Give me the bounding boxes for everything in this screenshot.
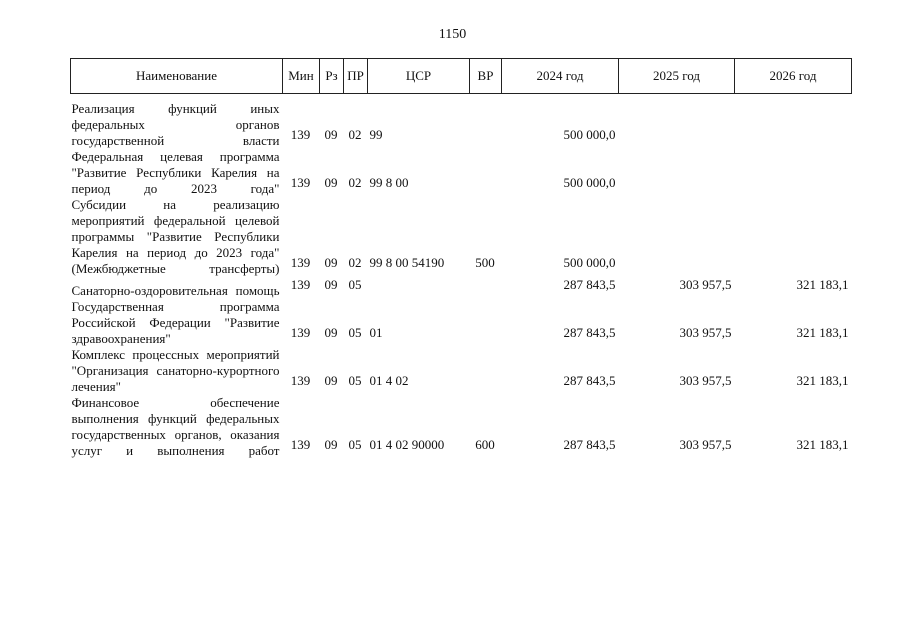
header-name: Наименование xyxy=(71,59,283,94)
cell-min: 139 xyxy=(290,437,311,452)
row-label: Реализация функций иных федеральных органов государственной власти xyxy=(71,101,280,148)
row-label: Комплекс процессных мероприятий "Организация санаторно-курортного лечения" xyxy=(71,347,280,394)
header-pr: ПР xyxy=(344,59,368,94)
row-label: Федеральная целевая программа "Развитие Республики Карелия на период до 2023 года" xyxy=(71,149,280,196)
cell-2025 xyxy=(619,94,735,150)
cell-csr: 01 4 02 90000 xyxy=(369,437,445,452)
cell-min: 139 xyxy=(290,127,311,142)
cell-2025: 303 957,5 xyxy=(679,437,732,452)
table-row xyxy=(71,277,852,299)
cell-pr: 02 xyxy=(348,127,362,142)
cell-2026: 321 183,1 xyxy=(796,277,849,292)
cell-2026: 321 183,1 xyxy=(796,373,849,388)
cell-vr xyxy=(470,347,502,395)
cell-rz: 09 xyxy=(324,127,338,142)
cell-name xyxy=(71,197,283,277)
header-2026: 2026 год xyxy=(735,59,852,94)
cell-2026 xyxy=(735,197,852,277)
cell-csr: 01 xyxy=(369,325,383,340)
cell-vr xyxy=(470,94,502,150)
cell-vr xyxy=(470,277,502,299)
table-body xyxy=(71,94,852,460)
cell-vr: 600 xyxy=(475,437,495,452)
row-label: Государственная программа Российской Федерации "Развитие здравоохранения" xyxy=(71,299,280,346)
cell-2024: 287 843,5 xyxy=(563,325,616,340)
cell-name xyxy=(71,299,283,347)
row-label: Субсидии на реализацию мероприятий федеральной целевой программы "Развитие Республики Карелия на период до 2023 года" (Межбюджетные трансферты) xyxy=(71,197,280,276)
cell-name xyxy=(71,277,283,299)
cell-min: 139 xyxy=(290,175,311,190)
cell-rz: 09 xyxy=(324,373,338,388)
cell-rz: 09 xyxy=(324,255,338,270)
cell-2024: 500 000,0 xyxy=(563,175,616,190)
table-row xyxy=(71,149,852,197)
cell-min: 139 xyxy=(290,373,311,388)
cell-pr: 02 xyxy=(348,175,362,190)
cell-name xyxy=(71,149,283,197)
cell-2024: 287 843,5 xyxy=(563,373,616,388)
cell-csr xyxy=(368,277,470,299)
cell-2025 xyxy=(619,149,735,197)
cell-2025: 303 957,5 xyxy=(679,373,732,388)
cell-min: 139 xyxy=(290,255,311,270)
cell-pr: 05 xyxy=(348,325,362,340)
cell-2024: 500 000,0 xyxy=(563,127,616,142)
header-row xyxy=(71,59,852,94)
row-label: Санаторно-оздоровительная помощь xyxy=(71,283,280,298)
header-rz: Рз xyxy=(320,59,344,94)
cell-2025: 303 957,5 xyxy=(679,325,732,340)
row-label: Финансовое обеспечение выполнения функций федеральных государственных органов, оказания услуг и выполнения работ xyxy=(71,395,280,458)
cell-2026: 321 183,1 xyxy=(796,437,849,452)
cell-2026: 321 183,1 xyxy=(796,325,849,340)
cell-rz: 09 xyxy=(324,175,338,190)
cell-csr: 99 8 00 xyxy=(369,175,409,190)
cell-pr: 02 xyxy=(348,255,362,270)
cell-2026 xyxy=(735,94,852,150)
table-row xyxy=(71,94,852,150)
cell-name xyxy=(71,94,283,150)
cell-2025: 303 957,5 xyxy=(679,277,732,292)
cell-min: 139 xyxy=(290,325,311,340)
cell-2024: 500 000,0 xyxy=(563,255,616,270)
header-2024: 2024 год xyxy=(502,59,619,94)
cell-csr: 99 xyxy=(369,127,383,142)
table-row xyxy=(71,299,852,347)
cell-vr: 500 xyxy=(475,255,495,270)
cell-2024: 287 843,5 xyxy=(563,437,616,452)
cell-pr: 05 xyxy=(348,277,362,292)
cell-rz: 09 xyxy=(324,277,338,292)
cell-2025 xyxy=(619,197,735,277)
cell-csr: 01 4 02 xyxy=(369,373,409,388)
table-row xyxy=(71,395,852,459)
cell-2024: 287 843,5 xyxy=(563,277,616,292)
cell-rz: 09 xyxy=(324,325,338,340)
header-vr: ВР xyxy=(470,59,502,94)
table-header xyxy=(71,59,852,94)
header-min: Мин xyxy=(283,59,320,94)
cell-vr xyxy=(470,149,502,197)
cell-rz: 09 xyxy=(324,437,338,452)
cell-2026 xyxy=(735,149,852,197)
header-csr: ЦСР xyxy=(368,59,470,94)
cell-name xyxy=(71,395,283,459)
cell-vr xyxy=(470,299,502,347)
cell-min: 139 xyxy=(290,277,311,292)
header-2025: 2025 год xyxy=(619,59,735,94)
budget-table xyxy=(70,58,852,459)
table-row xyxy=(71,347,852,395)
cell-pr: 05 xyxy=(348,437,362,452)
cell-pr: 05 xyxy=(348,373,362,388)
cell-name xyxy=(71,347,283,395)
page-number: 1150 xyxy=(438,27,467,42)
cell-csr: 99 8 00 54190 xyxy=(369,255,445,270)
table-row xyxy=(71,197,852,277)
